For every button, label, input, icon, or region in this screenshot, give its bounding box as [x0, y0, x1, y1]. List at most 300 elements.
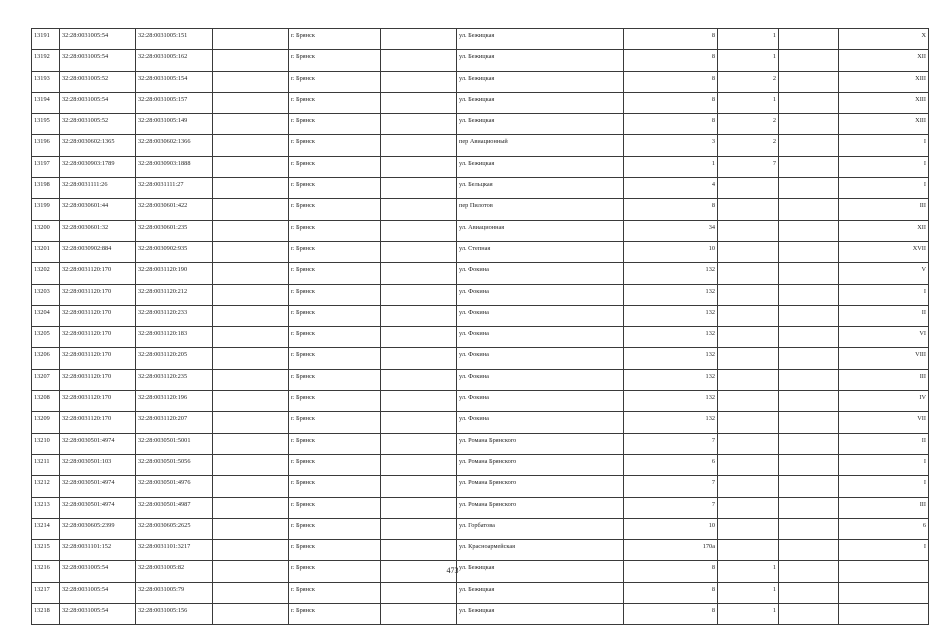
cell-street: пер Пилотов	[457, 199, 624, 220]
cell-blank-col-b	[381, 497, 457, 518]
cell-cadastral-number-parcel: 32:28:0031005:54	[60, 50, 136, 71]
cell-cadastral-number-parcel: 32:28:0031120:170	[60, 305, 136, 326]
cell-cadastral-number-parcel: 32:28:0031101:152	[60, 540, 136, 561]
cell-street: ул. Фокина	[457, 369, 624, 390]
cell-cadastral-number-object: 32:28:0031005:156	[136, 604, 213, 625]
table-row	[32, 454, 929, 475]
cell-house-number: 6	[624, 454, 718, 475]
cell-city: г. Брянск	[289, 50, 381, 71]
table-row	[32, 284, 929, 305]
cell-street: ул. Бежицкая	[457, 604, 624, 625]
cell-blank-col-a	[213, 71, 289, 92]
table-row	[32, 114, 929, 135]
cell-city: г. Брянск	[289, 476, 381, 497]
cell-house-number: 8	[624, 561, 718, 582]
cell-row-number: 13210	[32, 433, 60, 454]
cell-blank-col-b	[381, 263, 457, 284]
cell-apartment-roman: XIII	[839, 114, 929, 135]
cell-building-number	[718, 518, 779, 539]
cell-blank-col-a	[213, 50, 289, 71]
cell-cadastral-number-parcel: 32:28:0030601:44	[60, 199, 136, 220]
cell-cadastral-number-object: 32:28:0031120:235	[136, 369, 213, 390]
cell-city: г. Брянск	[289, 391, 381, 412]
cell-blank-col-c	[779, 241, 839, 262]
cell-blank-col-c	[779, 433, 839, 454]
cell-apartment-roman: I	[839, 454, 929, 475]
cell-cadastral-number-object: 32:28:0031005:162	[136, 50, 213, 71]
cell-blank-col-c	[779, 327, 839, 348]
table-row	[32, 178, 929, 199]
cell-blank-col-c	[779, 71, 839, 92]
cell-blank-col-a	[213, 604, 289, 625]
cell-apartment-roman: I	[839, 284, 929, 305]
cell-building-number	[718, 412, 779, 433]
cell-blank-col-b	[381, 156, 457, 177]
cell-apartment-roman: III	[839, 497, 929, 518]
cell-blank-col-a	[213, 284, 289, 305]
cell-house-number: 10	[624, 241, 718, 262]
cell-city: г. Брянск	[289, 71, 381, 92]
cell-blank-col-a	[213, 199, 289, 220]
cell-cadastral-number-object: 32:28:0031120:183	[136, 327, 213, 348]
cell-cadastral-number-parcel: 32:28:0031120:170	[60, 348, 136, 369]
cell-street: ул. Фокина	[457, 412, 624, 433]
cell-house-number: 132	[624, 369, 718, 390]
table-row	[32, 263, 929, 284]
table-row	[32, 50, 929, 71]
cell-apartment-roman: VI	[839, 327, 929, 348]
cell-building-number: 1	[718, 92, 779, 113]
cell-row-number: 13194	[32, 92, 60, 113]
cell-blank-col-b	[381, 199, 457, 220]
cell-city: г. Брянск	[289, 220, 381, 241]
cell-building-number	[718, 284, 779, 305]
cell-row-number: 13209	[32, 412, 60, 433]
cell-street: ул. Бежицкая	[457, 561, 624, 582]
cell-row-number: 13200	[32, 220, 60, 241]
cell-blank-col-b	[381, 518, 457, 539]
table-row	[32, 412, 929, 433]
cell-blank-col-c	[779, 156, 839, 177]
cell-city: г. Брянск	[289, 199, 381, 220]
cell-cadastral-number-object: 32:28:0031005:82	[136, 561, 213, 582]
table-row	[32, 241, 929, 262]
cell-blank-col-a	[213, 220, 289, 241]
table-row	[32, 29, 929, 50]
cell-apartment-roman: XII	[839, 50, 929, 71]
cell-building-number	[718, 178, 779, 199]
cell-building-number	[718, 220, 779, 241]
cell-apartment-roman: XIII	[839, 92, 929, 113]
cell-blank-col-c	[779, 50, 839, 71]
cell-city: г. Брянск	[289, 454, 381, 475]
cell-street: ул. Фокина	[457, 348, 624, 369]
cell-blank-col-c	[779, 348, 839, 369]
cell-cadastral-number-object: 32:28:0030602:1366	[136, 135, 213, 156]
cell-blank-col-a	[213, 241, 289, 262]
cell-apartment-roman: III	[839, 369, 929, 390]
cell-cadastral-number-object: 32:28:0031101:3217	[136, 540, 213, 561]
cell-apartment-roman: XVII	[839, 241, 929, 262]
cell-blank-col-b	[381, 412, 457, 433]
cell-house-number: 132	[624, 263, 718, 284]
cell-building-number: 7	[718, 156, 779, 177]
cell-city: г. Брянск	[289, 263, 381, 284]
table-row	[32, 604, 929, 625]
cell-cadastral-number-parcel: 32:28:0031120:170	[60, 391, 136, 412]
cell-blank-col-a	[213, 114, 289, 135]
table-row	[32, 71, 929, 92]
cell-city: г. Брянск	[289, 305, 381, 326]
cell-blank-col-c	[779, 497, 839, 518]
cell-blank-col-c	[779, 412, 839, 433]
cell-cadastral-number-object: 32:28:0031120:207	[136, 412, 213, 433]
cell-house-number: 8	[624, 582, 718, 603]
cell-city: г. Брянск	[289, 604, 381, 625]
cell-blank-col-c	[779, 135, 839, 156]
cell-cadastral-number-parcel: 32:28:0030501:103	[60, 454, 136, 475]
cell-house-number: 7	[624, 476, 718, 497]
table-row	[32, 305, 929, 326]
cell-row-number: 13211	[32, 454, 60, 475]
cell-city: г. Брянск	[289, 561, 381, 582]
cell-building-number	[718, 369, 779, 390]
cell-house-number: 3	[624, 135, 718, 156]
cell-building-number: 1	[718, 582, 779, 603]
cell-blank-col-a	[213, 92, 289, 113]
cell-city: г. Брянск	[289, 412, 381, 433]
cell-blank-col-b	[381, 348, 457, 369]
cell-row-number: 13196	[32, 135, 60, 156]
cell-cadastral-number-object: 32:28:0030501:4987	[136, 497, 213, 518]
table-row	[32, 369, 929, 390]
cell-blank-col-c	[779, 263, 839, 284]
cell-cadastral-number-parcel: 32:28:0030605:2399	[60, 518, 136, 539]
cell-building-number: 1	[718, 50, 779, 71]
page-number: 473	[446, 566, 459, 575]
cell-cadastral-number-parcel: 32:28:0031005:54	[60, 92, 136, 113]
cell-blank-col-a	[213, 518, 289, 539]
cell-blank-col-b	[381, 50, 457, 71]
cell-building-number	[718, 497, 779, 518]
cell-blank-col-b	[381, 178, 457, 199]
cell-apartment-roman: I	[839, 178, 929, 199]
cell-house-number: 8	[624, 114, 718, 135]
cell-street: ул. Авиационная	[457, 220, 624, 241]
cell-cadastral-number-parcel: 32:28:0031120:170	[60, 327, 136, 348]
cell-blank-col-b	[381, 604, 457, 625]
cell-house-number: 132	[624, 412, 718, 433]
cell-cadastral-number-object: 32:28:0031120:212	[136, 284, 213, 305]
cell-apartment-roman: XII	[839, 220, 929, 241]
cell-cadastral-number-parcel: 32:28:0031120:170	[60, 284, 136, 305]
cell-cadastral-number-parcel: 32:28:0031005:54	[60, 582, 136, 603]
cell-building-number: 2	[718, 71, 779, 92]
cell-city: г. Брянск	[289, 135, 381, 156]
cell-blank-col-a	[213, 497, 289, 518]
cell-apartment-roman: V	[839, 263, 929, 284]
cell-building-number: 2	[718, 135, 779, 156]
cell-cadastral-number-object: 32:28:0031005:79	[136, 582, 213, 603]
cell-building-number	[718, 433, 779, 454]
cell-apartment-roman: I	[839, 540, 929, 561]
cell-house-number: 10	[624, 518, 718, 539]
cell-street: ул. Романа Брянского	[457, 433, 624, 454]
cell-building-number	[718, 327, 779, 348]
cell-building-number	[718, 476, 779, 497]
cell-blank-col-b	[381, 241, 457, 262]
cell-row-number: 13202	[32, 263, 60, 284]
cell-blank-col-a	[213, 135, 289, 156]
cell-blank-col-b	[381, 433, 457, 454]
cell-blank-col-c	[779, 92, 839, 113]
cell-blank-col-b	[381, 369, 457, 390]
cell-cadastral-number-parcel: 32:28:0031005:54	[60, 29, 136, 50]
cell-blank-col-c	[779, 369, 839, 390]
cell-blank-col-a	[213, 263, 289, 284]
table-row	[32, 391, 929, 412]
cell-street: ул. Романа Брянского	[457, 497, 624, 518]
cell-cadastral-number-parcel: 32:28:0031120:170	[60, 369, 136, 390]
cell-row-number: 13207	[32, 369, 60, 390]
cell-row-number: 13193	[32, 71, 60, 92]
cell-blank-col-b	[381, 284, 457, 305]
cell-row-number: 13215	[32, 540, 60, 561]
cell-cadastral-number-object: 32:28:0030501:5056	[136, 454, 213, 475]
cell-house-number: 8	[624, 29, 718, 50]
cell-blank-col-b	[381, 220, 457, 241]
cell-street: ул. Бежицкая	[457, 92, 624, 113]
cell-street: ул. Фокина	[457, 263, 624, 284]
cell-street: ул. Фокина	[457, 305, 624, 326]
cell-cadastral-number-parcel: 32:28:0031005:54	[60, 604, 136, 625]
cell-cadastral-number-object: 32:28:0031111:27	[136, 178, 213, 199]
cell-blank-col-a	[213, 178, 289, 199]
cell-blank-col-b	[381, 114, 457, 135]
cell-cadastral-number-parcel: 32:28:0031120:170	[60, 412, 136, 433]
cell-cadastral-number-object: 32:28:0030903:1888	[136, 156, 213, 177]
cell-cadastral-number-object: 32:28:0031005:154	[136, 71, 213, 92]
cell-city: г. Брянск	[289, 369, 381, 390]
cell-blank-col-a	[213, 348, 289, 369]
cell-street: ул. Фокина	[457, 284, 624, 305]
cell-street: пер Авиационный	[457, 135, 624, 156]
cell-street: ул. Романа Брянского	[457, 454, 624, 475]
table-row	[32, 433, 929, 454]
cell-blank-col-b	[381, 582, 457, 603]
table-row	[32, 497, 929, 518]
cell-city: г. Брянск	[289, 348, 381, 369]
cell-cadastral-number-parcel: 32:28:0030902:884	[60, 241, 136, 262]
cell-blank-col-c	[779, 540, 839, 561]
cell-blank-col-a	[213, 327, 289, 348]
cell-house-number: 8	[624, 50, 718, 71]
cell-building-number	[718, 348, 779, 369]
cell-street: ул. Бежицкая	[457, 50, 624, 71]
cell-house-number: 132	[624, 284, 718, 305]
cell-city: г. Брянск	[289, 327, 381, 348]
cell-city: г. Брянск	[289, 540, 381, 561]
cell-apartment-roman: IV	[839, 391, 929, 412]
cell-row-number: 13214	[32, 518, 60, 539]
cell-cadastral-number-parcel: 32:28:0030903:1789	[60, 156, 136, 177]
cell-blank-col-a	[213, 476, 289, 497]
cell-street: ул. Бежицкая	[457, 71, 624, 92]
cell-house-number: 8	[624, 92, 718, 113]
cell-row-number: 13217	[32, 582, 60, 603]
cell-city: г. Брянск	[289, 29, 381, 50]
cell-street: ул. Бежицкая	[457, 114, 624, 135]
cell-row-number: 13198	[32, 178, 60, 199]
table-row	[32, 135, 929, 156]
cell-city: г. Брянск	[289, 582, 381, 603]
cell-house-number: 7	[624, 497, 718, 518]
cell-cadastral-number-parcel: 32:28:0031120:170	[60, 263, 136, 284]
cell-city: г. Брянск	[289, 497, 381, 518]
cell-cadastral-number-parcel: 32:28:0030601:32	[60, 220, 136, 241]
cell-row-number: 13212	[32, 476, 60, 497]
cell-street: ул. Бельцкая	[457, 178, 624, 199]
cell-blank-col-c	[779, 582, 839, 603]
cell-blank-col-b	[381, 135, 457, 156]
cell-building-number	[718, 241, 779, 262]
table-row	[32, 518, 929, 539]
cell-city: г. Брянск	[289, 433, 381, 454]
cell-blank-col-c	[779, 178, 839, 199]
cell-blank-col-a	[213, 412, 289, 433]
cell-blank-col-a	[213, 454, 289, 475]
cell-blank-col-a	[213, 433, 289, 454]
cell-blank-col-a	[213, 582, 289, 603]
cell-house-number: 132	[624, 348, 718, 369]
cell-house-number: 170а	[624, 540, 718, 561]
cell-blank-col-c	[779, 114, 839, 135]
cell-row-number: 13191	[32, 29, 60, 50]
table-row	[32, 92, 929, 113]
cell-building-number: 1	[718, 604, 779, 625]
cell-street: ул. Фокина	[457, 391, 624, 412]
cell-apartment-roman: I	[839, 476, 929, 497]
cell-cadastral-number-object: 32:28:0031120:233	[136, 305, 213, 326]
table-row	[32, 348, 929, 369]
cell-blank-col-c	[779, 29, 839, 50]
cell-city: г. Брянск	[289, 284, 381, 305]
cell-blank-col-a	[213, 305, 289, 326]
cell-street: ул. Бежицкая	[457, 582, 624, 603]
cell-blank-col-c	[779, 604, 839, 625]
cell-apartment-roman: II	[839, 433, 929, 454]
cell-apartment-roman	[839, 582, 929, 603]
cell-apartment-roman: III	[839, 199, 929, 220]
cell-cadastral-number-object: 32:28:0031120:205	[136, 348, 213, 369]
table-row	[32, 327, 929, 348]
cell-apartment-roman: VIII	[839, 348, 929, 369]
cell-blank-col-b	[381, 305, 457, 326]
cell-blank-col-c	[779, 220, 839, 241]
cell-apartment-roman: II	[839, 305, 929, 326]
cell-cadastral-number-parcel: 32:28:0031111:26	[60, 178, 136, 199]
cell-street: ул. Горбатова	[457, 518, 624, 539]
cell-building-number	[718, 540, 779, 561]
cell-apartment-roman	[839, 604, 929, 625]
cell-row-number: 13204	[32, 305, 60, 326]
cell-cadastral-number-parcel: 32:28:0031005:52	[60, 71, 136, 92]
cell-house-number: 132	[624, 327, 718, 348]
cell-street: ул. Степная	[457, 241, 624, 262]
cell-building-number	[718, 391, 779, 412]
cell-row-number: 13213	[32, 497, 60, 518]
cell-cadastral-number-object: 32:28:0030601:235	[136, 220, 213, 241]
cell-cadastral-number-object: 32:28:0031005:151	[136, 29, 213, 50]
cell-city: г. Брянск	[289, 518, 381, 539]
cell-row-number: 13201	[32, 241, 60, 262]
cell-row-number: 13205	[32, 327, 60, 348]
cell-cadastral-number-parcel: 32:28:0030602:1365	[60, 135, 136, 156]
cell-blank-col-a	[213, 29, 289, 50]
cell-blank-col-b	[381, 540, 457, 561]
cell-house-number: 8	[624, 604, 718, 625]
cell-city: г. Брянск	[289, 92, 381, 113]
cell-cadastral-number-object: 32:28:0031005:157	[136, 92, 213, 113]
table-row	[32, 220, 929, 241]
cell-row-number: 13208	[32, 391, 60, 412]
cell-cadastral-number-parcel: 32:28:0030501:4974	[60, 497, 136, 518]
cell-blank-col-b	[381, 391, 457, 412]
cell-apartment-roman: XIII	[839, 71, 929, 92]
cell-apartment-roman: VII	[839, 412, 929, 433]
cell-street: ул. Романа Брянского	[457, 476, 624, 497]
cell-apartment-roman: I	[839, 156, 929, 177]
cell-blank-col-b	[381, 71, 457, 92]
cell-blank-col-c	[779, 391, 839, 412]
cell-row-number: 13199	[32, 199, 60, 220]
cell-building-number	[718, 263, 779, 284]
cell-row-number: 13216	[32, 561, 60, 582]
cell-house-number: 132	[624, 305, 718, 326]
cell-cadastral-number-parcel: 32:28:0030501:4974	[60, 476, 136, 497]
cell-blank-col-b	[381, 454, 457, 475]
cell-blank-col-b	[381, 476, 457, 497]
cell-house-number: 4	[624, 178, 718, 199]
register-table	[31, 28, 929, 625]
cell-cadastral-number-object: 32:28:0031120:190	[136, 263, 213, 284]
cell-blank-col-a	[213, 369, 289, 390]
cell-building-number: 1	[718, 561, 779, 582]
cell-cadastral-number-object: 32:28:0030501:5001	[136, 433, 213, 454]
cell-cadastral-number-parcel: 32:28:0031005:52	[60, 114, 136, 135]
cell-city: г. Брянск	[289, 241, 381, 262]
table-row	[32, 582, 929, 603]
cell-house-number: 1	[624, 156, 718, 177]
table-row	[32, 476, 929, 497]
cell-blank-col-a	[213, 540, 289, 561]
cell-blank-col-a	[213, 156, 289, 177]
table-row	[32, 156, 929, 177]
cell-street: ул. Бежицкая	[457, 29, 624, 50]
cell-street: ул. Красноармейская	[457, 540, 624, 561]
cell-building-number	[718, 199, 779, 220]
register-table-body	[32, 29, 929, 625]
cell-apartment-roman: 6	[839, 518, 929, 539]
cell-row-number: 13197	[32, 156, 60, 177]
cell-cadastral-number-object: 32:28:0031120:196	[136, 391, 213, 412]
cell-blank-col-c	[779, 454, 839, 475]
cell-street: ул. Бежицкая	[457, 156, 624, 177]
cell-city: г. Брянск	[289, 178, 381, 199]
cell-house-number: 34	[624, 220, 718, 241]
cell-building-number: 1	[718, 29, 779, 50]
cell-building-number: 2	[718, 114, 779, 135]
